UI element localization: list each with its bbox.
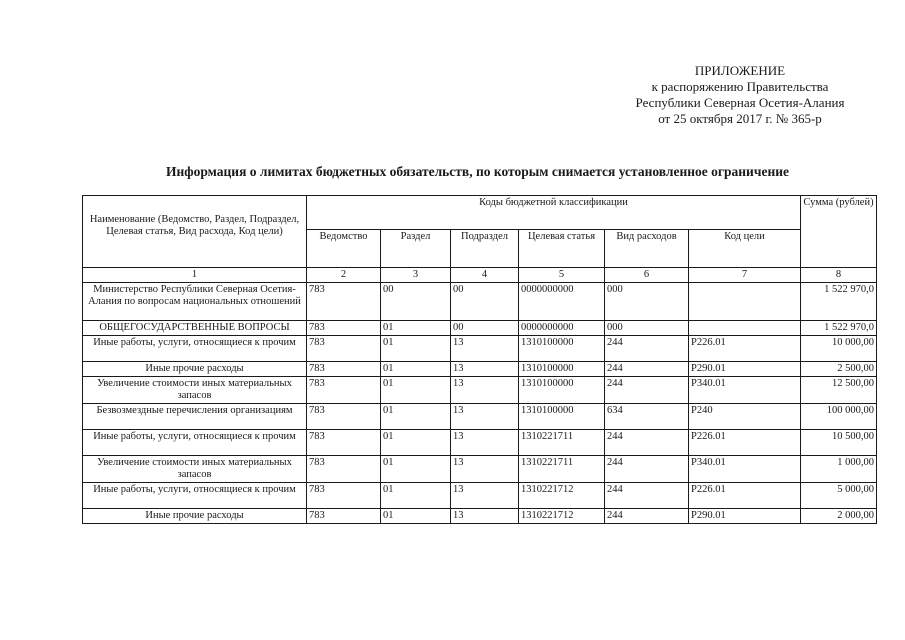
table-row [83, 509, 877, 524]
row-podrazdel: 13 [451, 509, 519, 524]
col-number: 6 [605, 268, 689, 283]
table-row [83, 321, 877, 336]
row-celevaya: 1310221711 [519, 456, 605, 483]
row-kod-celi: Р240 [689, 404, 801, 430]
row-vid: 244 [605, 377, 689, 404]
column-number-row [83, 268, 877, 283]
row-sum: 1 522 970,0 [801, 321, 877, 336]
row-name: ОБЩЕГОСУДАРСТВЕННЫЕ ВОПРОСЫ [83, 321, 307, 336]
row-kod-celi: Р290.01 [689, 362, 801, 377]
header-celevaya: Целевая статья [519, 230, 605, 268]
table-row [83, 377, 877, 404]
row-podrazdel: 00 [451, 283, 519, 321]
header-name: Наименование (Ведомство, Раздел, Подраздел, Целевая статья, Вид расхода, Код цели) [83, 196, 307, 268]
row-name: Иные работы, услуги, относящиеся к прочим [83, 483, 307, 509]
row-razdel: 01 [381, 483, 451, 509]
row-sum: 1 522 970,0 [801, 283, 877, 321]
row-razdel: 01 [381, 321, 451, 336]
row-podrazdel: 13 [451, 404, 519, 430]
row-vid: 244 [605, 362, 689, 377]
table-row [83, 404, 877, 430]
row-vid: 634 [605, 404, 689, 430]
table-row [83, 456, 877, 483]
col-number: 2 [307, 268, 381, 283]
row-celevaya: 1310100000 [519, 362, 605, 377]
header-podrazdel: Подраздел [451, 230, 519, 268]
row-podrazdel: 13 [451, 483, 519, 509]
row-vedomstvo: 783 [307, 483, 381, 509]
row-vid: 244 [605, 430, 689, 456]
row-vedomstvo: 783 [307, 509, 381, 524]
header-kod-celi: Код цели [689, 230, 801, 268]
row-vedomstvo: 783 [307, 321, 381, 336]
row-kod-celi: Р226.01 [689, 483, 801, 509]
row-sum: 10 000,00 [801, 336, 877, 362]
col-number: 3 [381, 268, 451, 283]
row-vedomstvo: 783 [307, 456, 381, 483]
row-name: Иные работы, услуги, относящиеся к прочим [83, 336, 307, 362]
row-celevaya: 1310100000 [519, 404, 605, 430]
row-celevaya: 1310221712 [519, 509, 605, 524]
row-sum: 5 000,00 [801, 483, 877, 509]
row-vedomstvo: 783 [307, 430, 381, 456]
row-kod-celi: Р290.01 [689, 509, 801, 524]
header-vid: Вид расходов [605, 230, 689, 268]
row-vid: 244 [605, 336, 689, 362]
col-number: 5 [519, 268, 605, 283]
row-vid: 000 [605, 321, 689, 336]
row-sum: 2 000,00 [801, 509, 877, 524]
row-vedomstvo: 783 [307, 404, 381, 430]
budget-limits-table [82, 195, 877, 524]
table-row [83, 362, 877, 377]
row-razdel: 01 [381, 362, 451, 377]
row-podrazdel: 13 [451, 430, 519, 456]
row-vid: 000 [605, 283, 689, 321]
row-name: Увеличение стоимости иных материальных запасов [83, 377, 307, 404]
row-kod-celi: Р226.01 [689, 336, 801, 362]
row-vid: 244 [605, 509, 689, 524]
row-razdel: 00 [381, 283, 451, 321]
row-kod-celi [689, 321, 801, 336]
table-row [83, 483, 877, 509]
row-name: Иные прочие расходы [83, 362, 307, 377]
row-kod-celi: Р226.01 [689, 430, 801, 456]
row-celevaya: 0000000000 [519, 283, 605, 321]
appendix-block [560, 63, 905, 127]
row-razdel: 01 [381, 336, 451, 362]
row-podrazdel: 13 [451, 377, 519, 404]
table-row [83, 336, 877, 362]
row-razdel: 01 [381, 509, 451, 524]
row-kod-celi [689, 283, 801, 321]
row-podrazdel: 13 [451, 362, 519, 377]
row-celevaya: 0000000000 [519, 321, 605, 336]
col-number: 7 [689, 268, 801, 283]
row-kod-celi: Р340.01 [689, 456, 801, 483]
row-vedomstvo: 783 [307, 377, 381, 404]
row-razdel: 01 [381, 404, 451, 430]
document-title: Информация о лимитах бюджетных обязательств, по которым снимается установленное ограничение [165, 164, 789, 179]
row-name: Иные прочие расходы [83, 509, 307, 524]
row-celevaya: 1310221712 [519, 483, 605, 509]
col-number: 1 [83, 268, 307, 283]
header-razdel: Раздел [381, 230, 451, 268]
row-name: Безвозмездные перечисления организациям [83, 404, 307, 430]
row-razdel: 01 [381, 456, 451, 483]
row-celevaya: 1310100000 [519, 377, 605, 404]
appendix-line-date: от 25 октября 2017 г. № 365-р [658, 111, 822, 126]
appendix-line-republic: Республики Северная Осетия-Алания [635, 95, 845, 110]
table-row [83, 283, 877, 321]
table-row [83, 430, 877, 456]
row-kod-celi: Р340.01 [689, 377, 801, 404]
row-podrazdel: 00 [451, 321, 519, 336]
row-podrazdel: 13 [451, 336, 519, 362]
appendix-line-order: к распоряжению Правительства [651, 79, 829, 94]
row-razdel: 01 [381, 377, 451, 404]
row-celevaya: 1310100000 [519, 336, 605, 362]
row-vid: 244 [605, 456, 689, 483]
row-sum: 12 500,00 [801, 377, 877, 404]
row-name: Увеличение стоимости иных материальных запасов [83, 456, 307, 483]
row-vid: 244 [605, 483, 689, 509]
appendix-heading: ПРИЛОЖЕНИЕ [694, 63, 786, 78]
row-sum: 100 000,00 [801, 404, 877, 430]
row-vedomstvo: 783 [307, 336, 381, 362]
row-razdel: 01 [381, 430, 451, 456]
row-sum: 10 500,00 [801, 430, 877, 456]
header-vedomstvo: Ведомство [307, 230, 381, 268]
col-number: 4 [451, 268, 519, 283]
row-vedomstvo: 783 [307, 283, 381, 321]
header-row-group [83, 196, 877, 230]
row-sum: 2 500,00 [801, 362, 877, 377]
row-name: Министерство Республики Северная Осетия-Алания по вопросам национальных отношений [83, 283, 307, 321]
row-name: Иные работы, услуги, относящиеся к прочим [83, 430, 307, 456]
row-sum: 1 000,00 [801, 456, 877, 483]
row-celevaya: 1310221711 [519, 430, 605, 456]
header-codes-group: Коды бюджетной классификации [307, 196, 801, 230]
row-podrazdel: 13 [451, 456, 519, 483]
row-vedomstvo: 783 [307, 362, 381, 377]
header-sum: Сумма (рублей) [801, 196, 877, 268]
col-number: 8 [801, 268, 877, 283]
